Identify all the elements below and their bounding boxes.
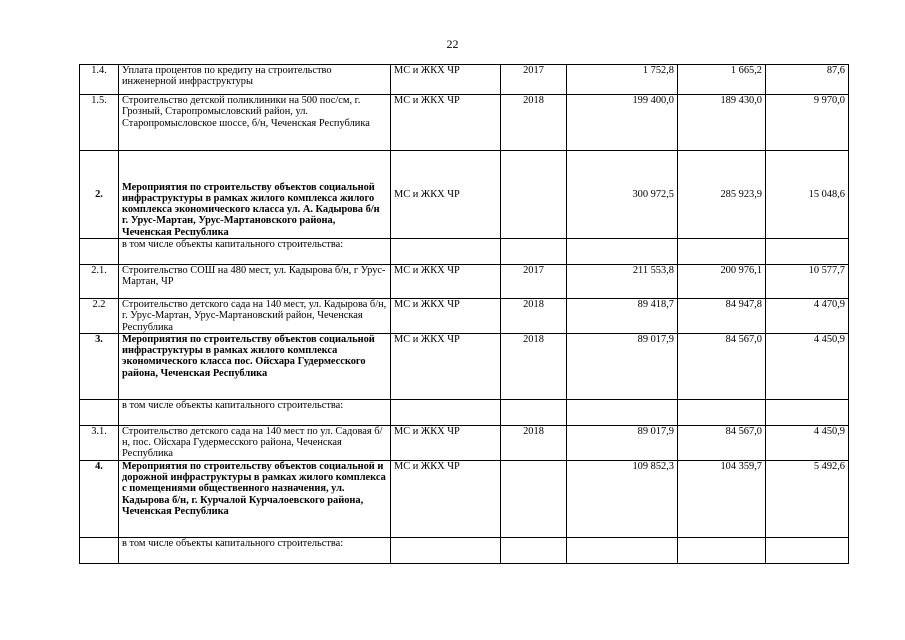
row-description: Строительство СОШ на 480 мест, ул. Кадырова б/н, г Урус-Мартан, ЧР [119, 265, 391, 299]
row-federal [678, 537, 766, 563]
table-row [80, 265, 849, 299]
row-responsible [391, 537, 501, 563]
row-number: 1.4. [80, 65, 119, 95]
row-number: 4. [80, 460, 119, 537]
row-year: 2017 [501, 265, 567, 299]
row-year [501, 239, 567, 265]
row-year: 2018 [501, 425, 567, 460]
row-regional: 15 048,6 [766, 151, 849, 239]
row-number [80, 239, 119, 265]
row-total: 211 553,8 [567, 265, 678, 299]
row-year: 2018 [501, 95, 567, 151]
row-responsible: МС и ЖКХ ЧР [391, 65, 501, 95]
row-federal: 84 947,8 [678, 299, 766, 334]
table-row [80, 399, 849, 425]
row-description: Строительство детской поликлиники на 500 пос/см, г. Грозный, Старопромысловский район, ул. Старопромысловское шоссе, б/н, Чеченская Республика [119, 95, 391, 151]
row-responsible: МС и ЖКХ ЧР [391, 151, 501, 239]
row-total: 89 017,9 [567, 425, 678, 460]
row-responsible: МС и ЖКХ ЧР [391, 265, 501, 299]
row-total: 199 400,0 [567, 95, 678, 151]
row-description: Строительство детского сада на 140 мест по ул. Садовая б/н, пос. Ойсхара Гудермесского района, Чеченская Республика [119, 425, 391, 460]
table-row [80, 425, 849, 460]
row-total [567, 239, 678, 265]
table-row [80, 151, 849, 239]
row-description: в том числе объекты капитального строительства: [119, 537, 391, 563]
row-total: 1 752,8 [567, 65, 678, 95]
row-description: Мероприятия по строительству объектов социальной инфраструктуры в рамках жилого комплекса жилого комплекса экономического класса ул. А. Кадырова б/н г. Урус-Мартан, Урус-Мартановского района, Чеченская Республика [119, 151, 391, 239]
row-responsible [391, 399, 501, 425]
row-federal: 200 976,1 [678, 265, 766, 299]
row-total [567, 537, 678, 563]
row-number: 2.1. [80, 265, 119, 299]
row-regional: 10 577,7 [766, 265, 849, 299]
row-federal: 104 359,7 [678, 460, 766, 537]
row-total [567, 399, 678, 425]
row-description: в том числе объекты капитального строительства: [119, 399, 391, 425]
row-year [501, 537, 567, 563]
row-federal [678, 399, 766, 425]
row-responsible: МС и ЖКХ ЧР [391, 95, 501, 151]
row-regional [766, 399, 849, 425]
row-number: 2.2 [80, 299, 119, 334]
row-responsible: МС и ЖКХ ЧР [391, 460, 501, 537]
table-row [80, 333, 849, 399]
row-federal: 189 430,0 [678, 95, 766, 151]
row-regional [766, 239, 849, 265]
row-description: Уплата процентов по кредиту на строительство инженерной инфраструктуры [119, 65, 391, 95]
row-year [501, 460, 567, 537]
row-number: 1.5. [80, 95, 119, 151]
budget-table [79, 64, 849, 564]
row-description: Мероприятия по строительству объектов социальной инфраструктуры в рамках жилого комплекса экономического класса пос. Ойсхара Гудермесского района, Чеченская Республика [119, 333, 391, 399]
row-responsible: МС и ЖКХ ЧР [391, 333, 501, 399]
row-regional [766, 537, 849, 563]
row-description: Строительство детского сада на 140 мест, ул. Кадырова б/н, г. Урус-Мартан, Урус-Мартановский район, Чеченская Республика [119, 299, 391, 334]
row-number: 2. [80, 151, 119, 239]
row-total: 109 852,3 [567, 460, 678, 537]
row-year [501, 151, 567, 239]
row-federal: 84 567,0 [678, 425, 766, 460]
row-year: 2018 [501, 333, 567, 399]
row-regional: 4 450,9 [766, 333, 849, 399]
row-federal [678, 239, 766, 265]
table-row [80, 460, 849, 537]
row-year [501, 399, 567, 425]
row-regional: 5 492,6 [766, 460, 849, 537]
row-total: 89 418,7 [567, 299, 678, 334]
row-regional: 4 450,9 [766, 425, 849, 460]
row-responsible: МС и ЖКХ ЧР [391, 425, 501, 460]
page-number: 22 [446, 37, 459, 51]
row-regional: 4 470,9 [766, 299, 849, 334]
row-total: 300 972,5 [567, 151, 678, 239]
row-federal: 285 923,9 [678, 151, 766, 239]
row-regional: 87,6 [766, 65, 849, 95]
table-row [80, 299, 849, 334]
table-row [80, 65, 849, 95]
row-year: 2018 [501, 299, 567, 334]
row-number [80, 399, 119, 425]
row-description: Мероприятия по строительству объектов социальной и дорожной инфраструктуры в рамках жилого комплекса с помещениями общественного назначения, ул. Кадырова б/н, г. Курчалой Курчалоевского района, Чеченская Республика [119, 460, 391, 537]
row-number [80, 537, 119, 563]
row-regional: 9 970,0 [766, 95, 849, 151]
table-row [80, 239, 849, 265]
row-total: 89 017,9 [567, 333, 678, 399]
row-responsible: МС и ЖКХ ЧР [391, 299, 501, 334]
row-number: 3.1. [80, 425, 119, 460]
table-row [80, 537, 849, 563]
row-federal: 1 665,2 [678, 65, 766, 95]
row-responsible [391, 239, 501, 265]
table-row [80, 95, 849, 151]
row-federal: 84 567,0 [678, 333, 766, 399]
row-description: в том числе объекты капитального строительства: [119, 239, 391, 265]
row-number: 3. [80, 333, 119, 399]
row-year: 2017 [501, 65, 567, 95]
